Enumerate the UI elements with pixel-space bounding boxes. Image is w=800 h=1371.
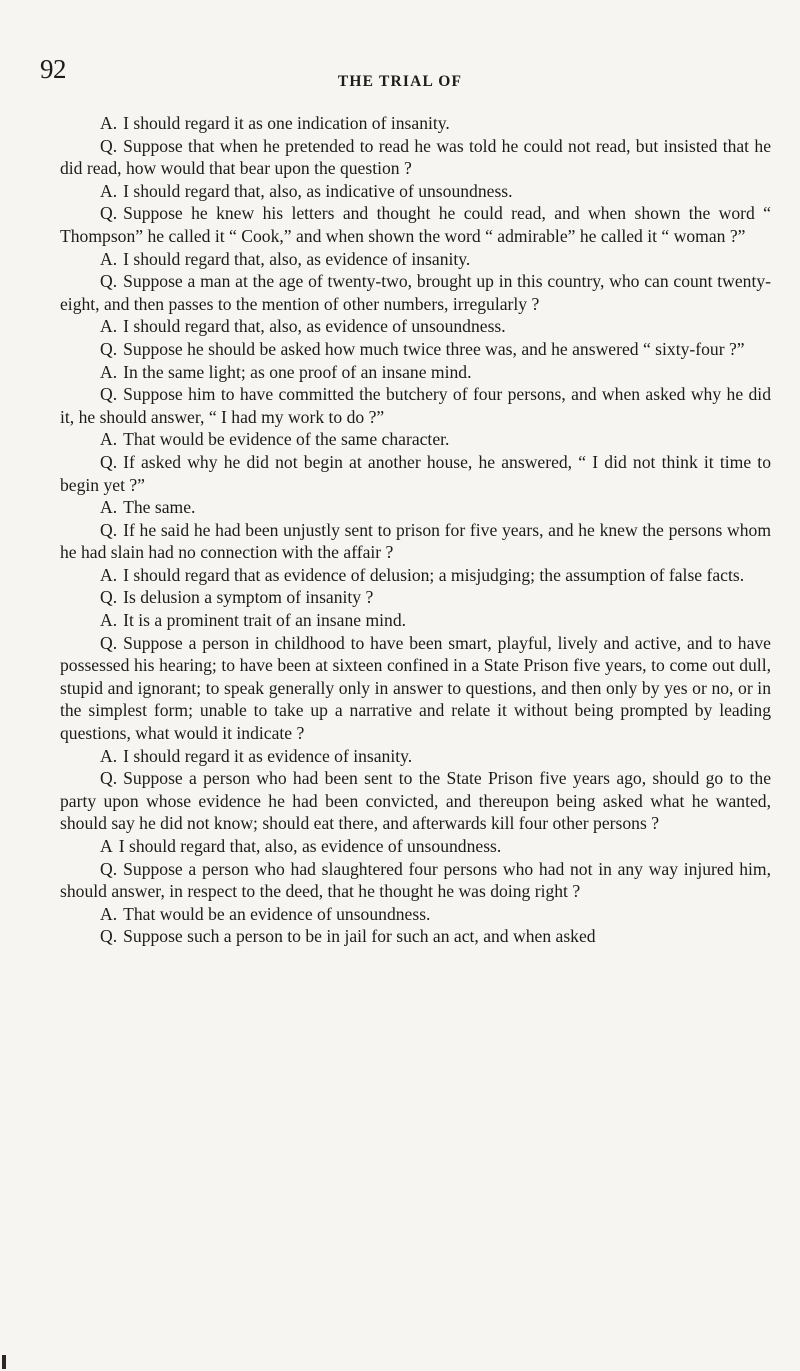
paragraph [60, 586, 771, 609]
speaker-label: A. [100, 745, 118, 766]
speaker-label: Q. [100, 632, 118, 653]
paragraph [60, 767, 771, 835]
paragraph [60, 248, 771, 271]
paragraph-text: The same. [123, 497, 196, 518]
paragraph-text: I should regard that, also, as indicative of unsoundness. [123, 180, 513, 201]
paragraph-text: If he said he had been unjustly sent to prison for five years, and he knew the persons whom he had slain had no connection with the affair ? [60, 519, 771, 563]
paragraph-text: Suppose such a person to be in jail for such an act, and when asked [123, 926, 596, 947]
paragraph-text: I should regard it as evidence of insanity. [123, 745, 413, 766]
paragraph-text: Suppose he knew his letters and thought he could read, and when shown the word “ Thompson” he called it “ Cook,” and when shown the word “ admirable” he called it “ woman ?” [60, 203, 771, 246]
testimony-text [60, 112, 771, 948]
paragraph-text: It is a prominent trait of an insane mind. [123, 610, 407, 631]
speaker-label: A. [100, 248, 118, 269]
speaker-label: A. [100, 429, 118, 450]
paragraph-text: Suppose a man at the age of twenty-two, brought up in this country, who can count twenty-eight, and then passes to the mention of other numbers, irregularly ? [60, 271, 771, 314]
paragraph [60, 180, 771, 203]
speaker-label: A. [100, 180, 118, 201]
paragraph-text: Is delusion a symptom of insanity ? [123, 587, 374, 608]
paragraph-text: Suppose that when he pretended to read he was told he could not read, but insisted that he did read, how would that bear upon the question ? [60, 135, 771, 179]
paragraph [60, 202, 771, 247]
paragraph [60, 858, 771, 903]
paragraph [60, 925, 771, 948]
paragraph [60, 835, 771, 858]
speaker-label: Q. [100, 451, 118, 472]
paragraph [60, 451, 771, 496]
paragraph-text: If asked why he did not begin at another house, he answered, “ I did not think it time to begin yet ?” [60, 451, 771, 495]
paragraph [60, 632, 771, 745]
speaker-label: A. [100, 361, 118, 382]
speaker-label: Q. [100, 587, 118, 608]
paragraph-text: Suppose him to have committed the butchery of four persons, and when asked why he did it, he should answer, “ I had my work to do ?” [60, 384, 771, 427]
paragraph-text: Suppose he should be asked how much twice three was, and he answered “ sixty-four ?” [123, 338, 745, 359]
speaker-label: A. [100, 903, 118, 924]
paragraph [60, 564, 771, 587]
paragraph-text: That would be evidence of the same character. [123, 429, 450, 450]
page-number: 92 [40, 54, 66, 84]
paragraph [60, 496, 771, 519]
paragraph [60, 903, 771, 926]
paragraph-text: That would be an evidence of unsoundness. [123, 903, 431, 924]
paragraph [60, 745, 771, 768]
paragraph [60, 112, 771, 135]
speaker-label: A. [100, 316, 118, 337]
paragraph-text: I should regard that, also, as evidence of insanity. [123, 248, 471, 269]
paragraph-text: I should regard that, also, as evidence of unsoundness. [118, 836, 502, 856]
paragraph [60, 383, 771, 428]
paragraph [60, 519, 771, 564]
speaker-label: A. [100, 113, 118, 133]
speaker-label: A. [100, 497, 118, 518]
speaker-label: Q. [100, 858, 118, 879]
paragraph [60, 270, 771, 315]
paragraph-text: Suppose a person in childhood to have been smart, playful, lively and active, and to have possessed his hearing; to have been at sixteen confined in a State Prison five years, to come out dull, stupid and ignorant; to speak generally only in answer to questions, and then only by yes or no, or in the simplest form; unable to take up a narrative and relate it without being prompted by leading questions, what would it indicate ? [60, 632, 771, 744]
speaker-label: Q. [100, 271, 118, 292]
speaker-label: Q. [100, 203, 118, 224]
speaker-label: Q. [100, 519, 118, 540]
speaker-label: A. [100, 564, 118, 585]
speaker-label: A [100, 836, 113, 856]
speaker-label: Q. [100, 384, 118, 405]
paragraph-text: In the same light; as one proof of an insane mind. [123, 361, 472, 382]
paragraph-text: I should regard that as evidence of delusion; a misjudging; the assumption of false facts. [123, 564, 745, 585]
speaker-label: Q. [100, 768, 118, 789]
paragraph-text: Suppose a person who had been sent to the State Prison five years ago, should go to the party upon whose evidence he had been convicted, and thereupon being asked what he wanted, should say he did not know; should eat there, and afterwards kill four other persons ? [60, 768, 771, 834]
speaker-label: Q. [100, 926, 118, 947]
paragraph-text: Suppose a person who had slaughtered four persons who had not in any way injured him, should answer, in respect to the deed, that he thought he was doing right ? [60, 858, 771, 902]
speaker-label: Q. [100, 338, 118, 359]
paragraph-text: I should regard it as one indication of insanity. [123, 113, 450, 133]
paragraph-text: I should regard that, also, as evidence of unsoundness. [123, 316, 506, 337]
paragraph [60, 428, 771, 451]
paragraph [60, 135, 771, 180]
paragraph [60, 315, 771, 338]
speaker-label: Q. [100, 135, 118, 156]
paragraph [60, 338, 771, 361]
page-edge-mark [2, 1355, 6, 1369]
speaker-label: A. [100, 610, 118, 631]
paragraph [60, 609, 771, 632]
running-head: THE TRIAL OF [337, 73, 463, 90]
paragraph [60, 361, 771, 384]
